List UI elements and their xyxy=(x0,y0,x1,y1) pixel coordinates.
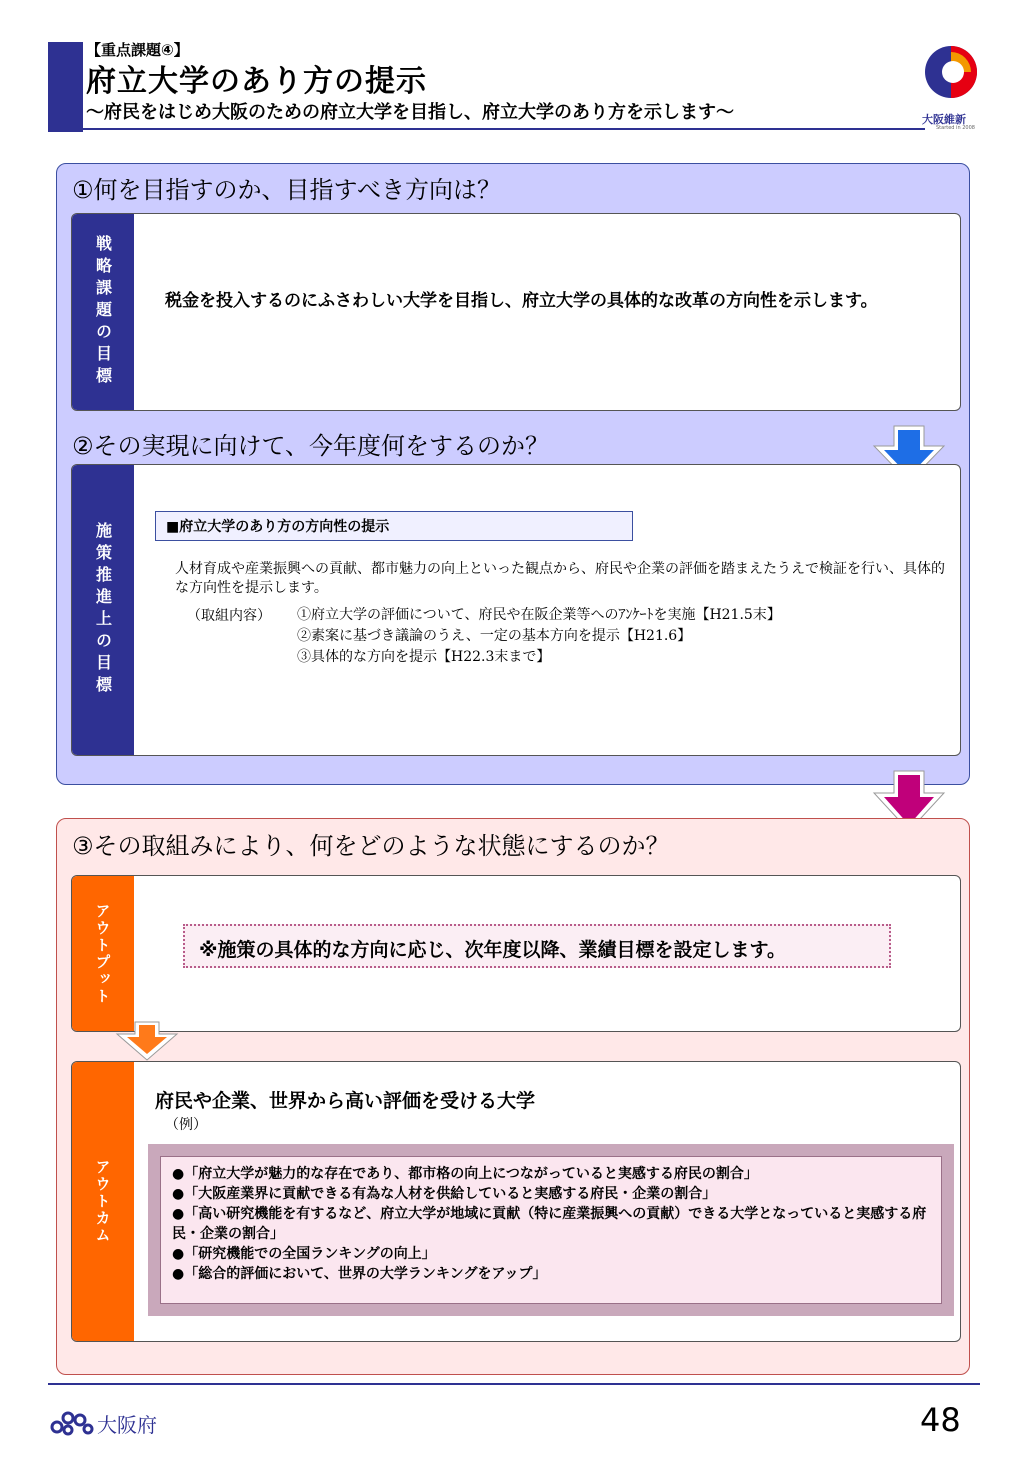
outcome-item: ●「研究機能での全国ランキングの向上」 xyxy=(172,1246,436,1262)
activity-item: ③具体的な方向を提示【H22.3末まで】 xyxy=(297,649,551,665)
header-tag: 【重点課題④】 xyxy=(86,41,189,59)
measure-tag: ■府立大学のあり方の方向性の提示 xyxy=(155,511,633,541)
outcome-item: ●「高い研究機能を有するなど、府立大学が地域に貢献（特に産業振興への貢献）できる大学となっていると実感する府民・企業の割合」 xyxy=(172,1206,927,1242)
footer-line xyxy=(48,1383,980,1385)
outcome-example-label: （例） xyxy=(165,1117,207,1133)
goal-side-label: 戦略課題の目標 xyxy=(72,214,134,410)
section2-heading: ②その実現に向けて、今年度何をするのか？ xyxy=(72,432,550,460)
activities-list xyxy=(297,605,781,668)
activity-item: ②素案に基づき議論のうえ、一定の基本方向を提示【H21.6】 xyxy=(297,628,692,644)
down-arrow-icon xyxy=(115,1020,179,1062)
measure-side-label: 施策推進上の目標 xyxy=(72,465,134,755)
section1-heading: ①何を目指すのか、目指すべき方向は？ xyxy=(72,176,502,204)
goal-text: 税金を投入するのにふさわしい大学を目指し、府立大学の具体的な改革の方向性を示します。 xyxy=(165,291,878,311)
outcome-title: 府民や企業、世界から高い評価を受ける大学 xyxy=(155,1090,536,1112)
logo-small-text: Started in 2008 xyxy=(936,125,975,131)
header-accent-bar xyxy=(48,42,83,132)
output-text: ※施策の具体的な方向に応じ、次年度以降、業績目標を設定します。 xyxy=(183,924,891,968)
page-subtitle: ～府民をはじめ大阪のための府立大学を目指し、府立大学のあり方を示します～ xyxy=(86,102,734,123)
footer-org-name: 大阪府 xyxy=(97,1413,157,1437)
outcome-item: ●「総合的評価において、世界の大学ランキングをアップ」 xyxy=(172,1266,547,1282)
measure-text: 人材育成や産業振興への貢献、都市魅力の向上といった観点から、府民や企業の評価を踏まえたうえで検証を行い、具体的な方向性を提示します。 xyxy=(175,561,945,596)
page-title: 府立大学のあり方の提示 xyxy=(86,64,427,99)
outcome-side-label: アウトカム xyxy=(72,1062,134,1341)
activities-label: （取組内容） xyxy=(187,608,271,624)
header-underline xyxy=(83,128,925,130)
page-number: 48 xyxy=(920,1401,961,1439)
output-side-label: アウトプット xyxy=(72,876,134,1031)
outcome-list xyxy=(172,1164,932,1284)
outcome-item: ●「府立大学が魅力的な存在であり、都市格の向上につながっていると実感する府民の割合」 xyxy=(172,1166,758,1182)
osaka-prefecture-logo-icon xyxy=(50,1410,94,1440)
activity-item: ①府立大学の評価について、府民や在阪企業等へのｱﾝｹｰﾄを実施【H21.5末】 xyxy=(297,607,781,623)
outcome-item: ●「大阪産業界に貢献できる有為な人材を供給していると実感する府民・企業の割合」 xyxy=(172,1186,717,1202)
section3-heading: ③その取組みにより、何をどのような状態にするのか？ xyxy=(72,832,670,860)
logo-text: 大阪維新 xyxy=(922,113,966,126)
